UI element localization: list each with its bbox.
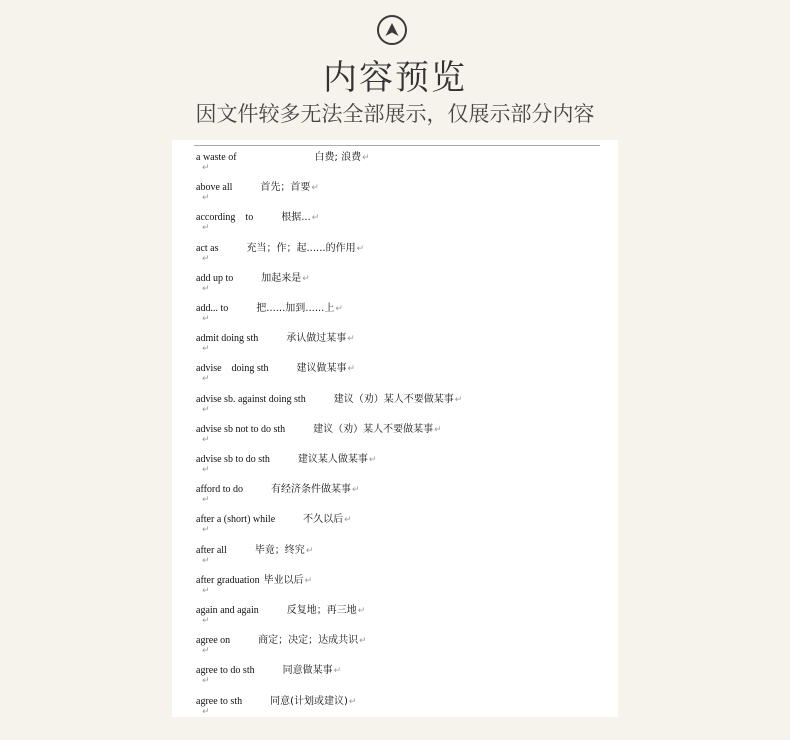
paragraph-mark: ↵ xyxy=(434,423,442,434)
entry-english: agree to do sth xyxy=(196,665,255,677)
entry-chinese: 同意(计划或建议) xyxy=(270,695,348,707)
paragraph-mark: ↵ xyxy=(311,182,319,193)
entry-chinese: 毕竟；终究 xyxy=(254,544,305,556)
paragraph-mark: ↵ xyxy=(359,635,367,646)
blank-line-mark: ↵ xyxy=(202,283,210,294)
paragraph-mark: ↵ xyxy=(347,333,355,344)
entry-english: advise sb. against doing sth xyxy=(196,393,306,405)
paragraph-mark: ↵ xyxy=(348,695,357,706)
vocab-entry xyxy=(196,148,370,164)
document-page xyxy=(172,140,618,717)
paragraph-mark: ↵ xyxy=(305,544,314,555)
page-subtitle: 因文件较多无法全部展示，仅展示部分内容 xyxy=(195,102,595,126)
blank-line-mark: ↵ xyxy=(202,253,210,264)
entry-chinese: 建议某人做某事 xyxy=(297,454,368,465)
blank-line-mark: ↵ xyxy=(202,344,210,355)
paragraph-mark: ↵ xyxy=(311,212,320,223)
entry-english: again and again xyxy=(196,605,259,616)
paragraph-mark: ↵ xyxy=(304,574,313,585)
blank-line-mark: ↵ xyxy=(202,585,210,596)
entry-chinese: 建议做某事 xyxy=(296,363,347,375)
blank-line-mark: ↵ xyxy=(202,525,210,536)
vocab-entry xyxy=(196,329,355,345)
paragraph-mark: ↵ xyxy=(335,303,343,313)
blank-line-mark: ↵ xyxy=(202,706,210,717)
blank-line-mark: ↵ xyxy=(202,223,210,234)
paragraph-mark: ↵ xyxy=(347,363,356,374)
paragraph-mark: ↵ xyxy=(368,454,377,464)
vocab-entry xyxy=(196,450,376,466)
entry-english: above all xyxy=(196,182,233,194)
vocab-entry xyxy=(196,269,310,285)
vocab-entry xyxy=(196,692,356,708)
entry-english: agree on xyxy=(196,635,231,647)
entry-english: after graduation xyxy=(196,574,260,586)
vocab-entry xyxy=(196,239,364,255)
header-rule xyxy=(194,145,600,146)
vocab-entry xyxy=(196,480,360,496)
vocab-entry xyxy=(196,601,365,617)
entry-english: after a (short) while xyxy=(196,514,276,526)
entry-chinese: 充当；作；起......的作用 xyxy=(246,242,356,254)
entry-chinese: 有经济条件做某事 xyxy=(271,484,352,496)
vocab-entry xyxy=(196,420,442,436)
paragraph-mark: ↵ xyxy=(362,152,370,162)
entry-chinese: 反复地；再三地 xyxy=(286,605,357,616)
preview-header xyxy=(0,0,790,140)
entry-chinese: 同意做某事 xyxy=(282,665,333,677)
entry-english: a waste of xyxy=(196,152,237,163)
paragraph-mark: ↵ xyxy=(357,605,366,615)
paragraph-mark: ↵ xyxy=(302,272,310,283)
paragraph-mark: ↵ xyxy=(454,393,463,404)
entry-chinese: 承认做过某事 xyxy=(286,333,347,345)
vocab-entry xyxy=(196,178,319,194)
entry-english: add... to xyxy=(196,303,229,314)
entry-english: add up to xyxy=(196,272,234,284)
entry-english: act as xyxy=(196,242,219,254)
blank-line-mark: ↵ xyxy=(202,616,210,626)
blank-line-mark: ↵ xyxy=(202,465,210,475)
blank-line-mark: ↵ xyxy=(202,404,210,415)
entry-chinese: 根据... xyxy=(281,212,311,224)
blank-line-mark: ↵ xyxy=(202,374,210,385)
blank-line-mark: ↵ xyxy=(202,434,210,445)
blank-line-mark: ↵ xyxy=(202,555,210,566)
vocab-entry xyxy=(196,390,462,406)
vocab-entry xyxy=(196,208,319,224)
vocab-entry xyxy=(196,359,355,375)
entry-chinese: 首先；首要 xyxy=(260,182,311,194)
entry-english: afford to do xyxy=(196,484,244,496)
blank-line-mark: ↵ xyxy=(202,314,210,324)
paragraph-mark: ↵ xyxy=(344,514,352,525)
entry-english: according to xyxy=(196,212,254,224)
entry-chinese: 商定；决定；达成共识 xyxy=(258,635,359,647)
blank-line-mark: ↵ xyxy=(202,193,210,204)
entry-chinese: 毕业以后 xyxy=(263,574,304,586)
blank-line-mark: ↵ xyxy=(202,646,210,657)
vocab-entry xyxy=(196,661,341,677)
paragraph-mark: ↵ xyxy=(356,242,365,253)
entry-english: admit doing sth xyxy=(196,333,259,345)
entry-chinese: 建议（劝）某人不要做某事 xyxy=(333,393,454,405)
entry-english: agree to sth xyxy=(196,695,243,707)
entry-english: advise doing sth xyxy=(196,363,269,375)
entry-english: advise sb to do sth xyxy=(196,454,270,465)
entry-english: after all xyxy=(196,544,227,556)
vocab-entry xyxy=(196,541,313,557)
vocab-entry xyxy=(196,299,343,315)
blank-line-mark: ↵ xyxy=(202,495,210,506)
page-title: 内容预览 xyxy=(323,58,467,98)
entry-english: advise sb not to do sth xyxy=(196,423,286,435)
entry-chinese: 不久以后 xyxy=(303,514,344,526)
vocab-entry xyxy=(196,631,367,647)
entry-chinese: 把......加到......上 xyxy=(256,303,335,314)
vocab-entry xyxy=(196,571,312,587)
vocab-entry xyxy=(196,510,352,526)
entry-chinese: 加起来是 xyxy=(261,272,302,284)
entry-chinese: 建议（劝）某人不要做某事 xyxy=(313,423,434,435)
blank-line-mark: ↵ xyxy=(202,163,210,173)
blank-line-mark: ↵ xyxy=(202,676,210,687)
paragraph-mark: ↵ xyxy=(352,484,360,495)
entry-chinese: 白费; 浪费 xyxy=(314,152,362,163)
paragraph-mark: ↵ xyxy=(333,665,342,676)
up-arrow-circle-icon xyxy=(377,15,407,45)
